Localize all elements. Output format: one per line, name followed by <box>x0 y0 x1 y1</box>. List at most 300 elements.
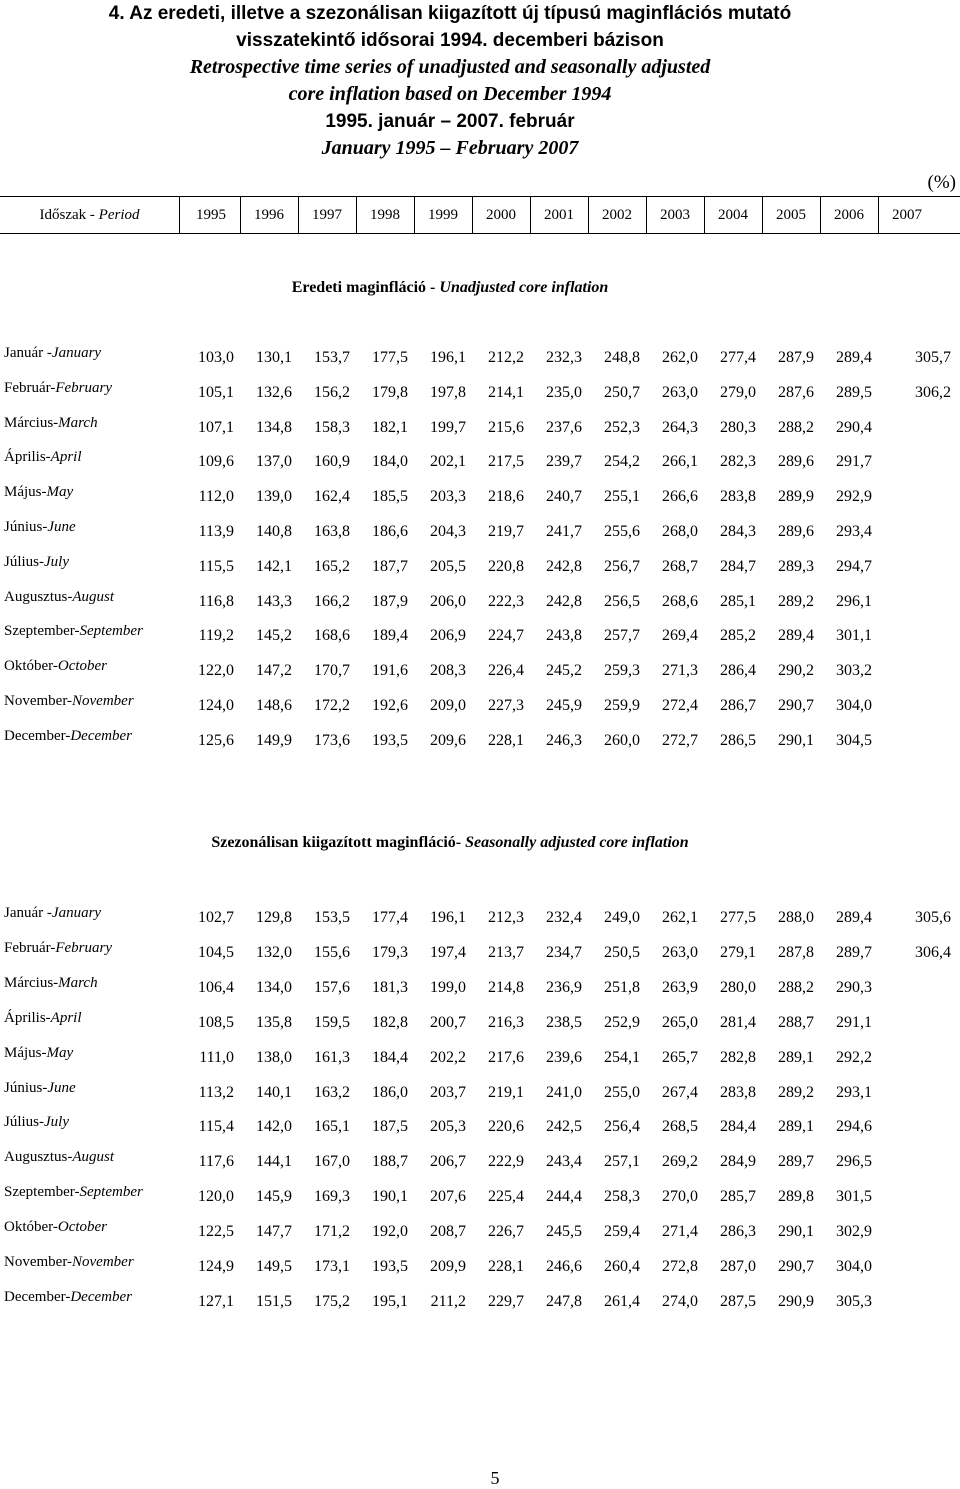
row-label-en: May <box>46 1045 74 1061</box>
table-cell: 292,9 <box>836 488 872 505</box>
table-cell: 262,1 <box>662 909 698 926</box>
table-cell: 228,1 <box>488 732 524 749</box>
table-cell: 260,4 <box>604 1258 640 1275</box>
table-cell: 294,7 <box>836 558 872 575</box>
table-cell: 218,6 <box>488 488 524 505</box>
table-cell: 140,8 <box>256 523 292 540</box>
table-cell: 291,7 <box>836 453 872 470</box>
table-cell: 134,8 <box>256 419 292 436</box>
table-cell: 290,2 <box>778 662 814 679</box>
table-cell: 285,1 <box>720 593 756 610</box>
table-cell: 284,4 <box>720 1118 756 1135</box>
row-label <box>4 345 101 362</box>
row-label-hu: Október- <box>4 1219 58 1235</box>
table-cell: 265,7 <box>662 1049 698 1066</box>
table-cell: 252,9 <box>604 1014 640 1031</box>
table-cell: 226,4 <box>488 662 524 679</box>
row-label-en: June <box>47 519 76 535</box>
table-cell: 277,4 <box>720 349 756 366</box>
table-cell: 293,1 <box>836 1084 872 1101</box>
table-row <box>0 345 960 380</box>
table-cell: 287,5 <box>720 1293 756 1310</box>
table-cell: 289,7 <box>836 944 872 961</box>
table-cell: 156,2 <box>314 384 350 401</box>
table-cell: 247,8 <box>546 1293 582 1310</box>
table-cell: 289,2 <box>778 593 814 610</box>
table-cell: 301,5 <box>836 1188 872 1205</box>
table-cell: 290,7 <box>778 697 814 714</box>
table-cell: 246,3 <box>546 732 582 749</box>
table-cell: 219,1 <box>488 1084 524 1101</box>
table-cell: 256,4 <box>604 1118 640 1135</box>
table-cell: 285,2 <box>720 627 756 644</box>
row-label-hu: November- <box>4 693 73 709</box>
table-cell: 263,0 <box>662 384 698 401</box>
table-cell: 102,7 <box>198 909 234 926</box>
row-label-en: November <box>72 693 134 709</box>
row-label <box>4 519 76 536</box>
table-cell: 277,5 <box>720 909 756 926</box>
table-cell: 250,5 <box>604 944 640 961</box>
table-cell: 290,1 <box>778 732 814 749</box>
table-cell: 280,3 <box>720 419 756 436</box>
table-cell: 286,7 <box>720 697 756 714</box>
table-cell: 204,3 <box>430 523 466 540</box>
year-header: 2002 <box>588 197 647 233</box>
title-line-2: visszatekintő idősorai 1994. decemberi bázison <box>236 30 664 51</box>
table-cell: 187,9 <box>372 593 408 610</box>
table-cell: 151,5 <box>256 1293 292 1310</box>
table-cell: 140,1 <box>256 1084 292 1101</box>
table-row <box>0 1219 960 1254</box>
table-cell: 302,9 <box>836 1223 872 1240</box>
row-label-hu: Január - <box>4 905 52 921</box>
row-label-hu: Május- <box>4 484 47 500</box>
table-cell: 289,4 <box>836 349 872 366</box>
table-cell: 111,0 <box>199 1049 234 1066</box>
table-cell: 287,9 <box>778 349 814 366</box>
table-cell: 248,8 <box>604 349 640 366</box>
table-cell: 234,7 <box>546 944 582 961</box>
table-cell: 130,1 <box>256 349 292 366</box>
table-row <box>0 728 960 763</box>
table-cell: 289,8 <box>778 1188 814 1205</box>
row-label <box>4 728 132 745</box>
table-cell: 120,0 <box>198 1188 234 1205</box>
table-cell: 145,9 <box>256 1188 292 1205</box>
table-cell: 163,8 <box>314 523 350 540</box>
table-cell: 268,0 <box>662 523 698 540</box>
table-cell: 282,8 <box>720 1049 756 1066</box>
table-cell: 186,6 <box>372 523 408 540</box>
row-label <box>4 380 112 397</box>
table-cell: 173,1 <box>314 1258 350 1275</box>
table-cell: 137,0 <box>256 453 292 470</box>
table-cell: 290,1 <box>778 1223 814 1240</box>
table-cell: 209,6 <box>430 732 466 749</box>
table-cell: 205,3 <box>430 1118 466 1135</box>
table-cell: 145,2 <box>256 627 292 644</box>
document-title <box>0 0 900 162</box>
table-cell: 157,6 <box>314 979 350 996</box>
table-cell: 232,4 <box>546 909 582 926</box>
table-cell: 252,3 <box>604 419 640 436</box>
table-cell: 220,6 <box>488 1118 524 1135</box>
table-cell: 155,6 <box>314 944 350 961</box>
page-number: 5 <box>490 1468 500 1488</box>
table-cell: 122,5 <box>198 1223 234 1240</box>
table-cell: 288,2 <box>778 979 814 996</box>
table-cell: 113,9 <box>198 523 234 540</box>
table-cell: 173,6 <box>314 732 350 749</box>
table-cell: 187,7 <box>372 558 408 575</box>
table-cell: 177,4 <box>372 909 408 926</box>
table-cell: 182,1 <box>372 419 408 436</box>
table-row <box>0 415 960 450</box>
table-cell: 258,3 <box>604 1188 640 1205</box>
table-row <box>0 554 960 589</box>
table-cell: 215,6 <box>488 419 524 436</box>
table-cell: 232,3 <box>546 349 582 366</box>
table-cell: 147,2 <box>256 662 292 679</box>
table-cell: 188,7 <box>372 1153 408 1170</box>
table-cell: 289,4 <box>836 909 872 926</box>
table-cell: 271,4 <box>662 1223 698 1240</box>
table-cell: 158,3 <box>314 419 350 436</box>
year-header: 1996 <box>240 197 299 233</box>
table-cell: 257,7 <box>604 627 640 644</box>
table-cell: 245,9 <box>546 697 582 714</box>
table-cell: 281,4 <box>720 1014 756 1031</box>
table-cell: 127,1 <box>198 1293 234 1310</box>
table-cell: 242,5 <box>546 1118 582 1135</box>
table-cell: 161,3 <box>314 1049 350 1066</box>
table-cell: 211,2 <box>430 1293 466 1310</box>
table-cell: 135,8 <box>256 1014 292 1031</box>
table-row <box>0 1010 960 1045</box>
row-label-hu: Február- <box>4 940 56 956</box>
row-label-en: December <box>70 1289 132 1305</box>
table-cell: 171,2 <box>314 1223 350 1240</box>
table-cell: 282,3 <box>720 453 756 470</box>
table-cell: 286,4 <box>720 662 756 679</box>
period-header-en: Period <box>98 207 140 223</box>
table-cell: 116,8 <box>198 593 234 610</box>
table-cell: 272,4 <box>662 697 698 714</box>
table-cell: 263,0 <box>662 944 698 961</box>
row-label-en: July <box>44 1114 69 1130</box>
table-cell: 212,2 <box>488 349 524 366</box>
table-row <box>0 1149 960 1184</box>
table-cell: 170,7 <box>314 662 350 679</box>
table-cell: 227,3 <box>488 697 524 714</box>
table-cell: 292,2 <box>836 1049 872 1066</box>
row-label-hu: Augusztus- <box>4 589 73 605</box>
table-row <box>0 623 960 658</box>
row-label-hu: Augusztus- <box>4 1149 73 1165</box>
row-label <box>4 975 98 992</box>
row-label-en: June <box>47 1080 76 1096</box>
table-cell: 167,0 <box>314 1153 350 1170</box>
table-cell: 187,5 <box>372 1118 408 1135</box>
table-cell: 113,2 <box>198 1084 234 1101</box>
table-cell: 243,4 <box>546 1153 582 1170</box>
table-cell: 205,5 <box>430 558 466 575</box>
row-label <box>4 589 114 606</box>
table-cell: 203,3 <box>430 488 466 505</box>
table-cell: 237,6 <box>546 419 582 436</box>
table-cell: 195,1 <box>372 1293 408 1310</box>
table-cell: 222,3 <box>488 593 524 610</box>
table-cell: 279,1 <box>720 944 756 961</box>
table-cell: 290,9 <box>778 1293 814 1310</box>
table-cell: 265,0 <box>662 1014 698 1031</box>
table-cell: 280,0 <box>720 979 756 996</box>
table-cell: 224,7 <box>488 627 524 644</box>
table-cell: 289,3 <box>778 558 814 575</box>
row-label-hu: Április- <box>4 1010 51 1026</box>
table-cell: 222,9 <box>488 1153 524 1170</box>
table-cell: 196,1 <box>430 909 466 926</box>
table-cell: 286,5 <box>720 732 756 749</box>
table-cell: 209,0 <box>430 697 466 714</box>
table-cell: 148,6 <box>256 697 292 714</box>
section-title-en: Seasonally adjusted core inflation <box>465 834 689 851</box>
table-cell: 250,7 <box>604 384 640 401</box>
table-cell: 200,7 <box>430 1014 466 1031</box>
table-cell: 266,6 <box>662 488 698 505</box>
title-line-4: core inflation based on December 1994 <box>288 83 612 105</box>
table-cell: 269,2 <box>662 1153 698 1170</box>
year-header: 2004 <box>704 197 763 233</box>
table-cell: 270,0 <box>662 1188 698 1205</box>
table-cell: 177,5 <box>372 349 408 366</box>
table-cell: 306,4 <box>915 944 951 961</box>
table-cell: 142,0 <box>256 1118 292 1135</box>
row-label-en: March <box>58 415 98 431</box>
table-row <box>0 1045 960 1080</box>
table-cell: 262,0 <box>662 349 698 366</box>
section-title-hu: Szezonálisan kiigazított maginfláció- <box>211 834 466 851</box>
row-label-en: March <box>58 975 98 991</box>
table-cell: 256,5 <box>604 593 640 610</box>
table-cell: 290,3 <box>836 979 872 996</box>
table-cell: 162,4 <box>314 488 350 505</box>
year-header: 1995 <box>182 197 241 233</box>
row-label-en: September <box>79 623 143 639</box>
table-cell: 239,7 <box>546 453 582 470</box>
table-cell: 294,6 <box>836 1118 872 1135</box>
table-cell: 284,3 <box>720 523 756 540</box>
year-header: 1997 <box>298 197 357 233</box>
table-cell: 163,2 <box>314 1084 350 1101</box>
table-cell: 305,7 <box>915 349 951 366</box>
table-cell: 288,0 <box>778 909 814 926</box>
row-label <box>4 658 107 675</box>
row-label-en: February <box>55 380 112 396</box>
row-label-hu: Február- <box>4 380 56 396</box>
table-cell: 268,5 <box>662 1118 698 1135</box>
table-cell: 134,0 <box>256 979 292 996</box>
unit-label: (%) <box>927 172 956 193</box>
row-label-hu: Október- <box>4 658 58 674</box>
table-cell: 207,6 <box>430 1188 466 1205</box>
table-cell: 153,7 <box>314 349 350 366</box>
table-cell: 220,8 <box>488 558 524 575</box>
table-cell: 206,9 <box>430 627 466 644</box>
section-title-hu: Eredeti maginfláció - <box>291 279 440 296</box>
table-cell: 303,2 <box>836 662 872 679</box>
table-cell: 290,4 <box>836 419 872 436</box>
table-cell: 208,7 <box>430 1223 466 1240</box>
table-row <box>0 380 960 415</box>
row-label <box>4 1254 134 1271</box>
table-cell: 216,3 <box>488 1014 524 1031</box>
table-cell: 107,1 <box>198 419 234 436</box>
table-cell: 179,8 <box>372 384 408 401</box>
year-header: 2003 <box>646 197 705 233</box>
title-line-6: January 1995 – February 2007 <box>321 137 579 159</box>
table-cell: 144,1 <box>256 1153 292 1170</box>
row-label-en: October <box>57 658 108 674</box>
row-label <box>4 484 73 501</box>
table-cell: 286,3 <box>720 1223 756 1240</box>
table-cell: 168,6 <box>314 627 350 644</box>
row-label <box>4 1219 107 1236</box>
row-label <box>4 1149 114 1166</box>
table-cell: 261,4 <box>604 1293 640 1310</box>
row-label-en: July <box>44 554 69 570</box>
table-row <box>0 449 960 484</box>
table-cell: 305,3 <box>836 1293 872 1310</box>
row-label-en: April <box>50 1010 82 1026</box>
table-cell: 226,7 <box>488 1223 524 1240</box>
table-cell: 214,8 <box>488 979 524 996</box>
row-label-en: August <box>72 1149 114 1165</box>
table-row <box>0 1254 960 1289</box>
table-cell: 255,0 <box>604 1084 640 1101</box>
table-cell: 103,0 <box>198 349 234 366</box>
table-cell: 287,0 <box>720 1258 756 1275</box>
row-label-en: September <box>79 1184 143 1200</box>
table-cell: 254,1 <box>604 1049 640 1066</box>
table-cell: 304,0 <box>836 1258 872 1275</box>
row-label <box>4 905 101 922</box>
table-cell: 129,8 <box>256 909 292 926</box>
table-cell: 249,0 <box>604 909 640 926</box>
table-cell: 165,1 <box>314 1118 350 1135</box>
table-cell: 219,7 <box>488 523 524 540</box>
table-cell: 112,0 <box>198 488 234 505</box>
table-cell: 142,1 <box>256 558 292 575</box>
table-cell: 289,6 <box>778 453 814 470</box>
table-cell: 238,5 <box>546 1014 582 1031</box>
table-cell: 259,3 <box>604 662 640 679</box>
table-cell: 289,1 <box>778 1049 814 1066</box>
table-cell: 206,7 <box>430 1153 466 1170</box>
row-label-hu: Április- <box>4 449 51 465</box>
table-cell: 104,5 <box>198 944 234 961</box>
table-cell: 181,3 <box>372 979 408 996</box>
table-row <box>0 940 960 975</box>
table-cell: 260,0 <box>604 732 640 749</box>
table-row <box>0 905 960 940</box>
table-cell: 288,2 <box>778 419 814 436</box>
table-row <box>0 1080 960 1115</box>
period-header-hu: Időszak - <box>39 207 99 223</box>
table-cell: 185,5 <box>372 488 408 505</box>
table-cell: 245,5 <box>546 1223 582 1240</box>
table-cell: 268,6 <box>662 593 698 610</box>
row-label <box>4 1184 143 1201</box>
table-cell: 184,4 <box>372 1049 408 1066</box>
row-label <box>4 693 134 710</box>
year-header: 2005 <box>762 197 821 233</box>
row-label-en: February <box>55 940 112 956</box>
row-label-hu: November- <box>4 1254 73 1270</box>
title-line-3: Retrospective time series of unadjusted and seasonally adjusted <box>189 56 711 78</box>
period-header <box>0 197 180 233</box>
table-cell: 267,4 <box>662 1084 698 1101</box>
table-cell: 246,6 <box>546 1258 582 1275</box>
table-cell: 283,8 <box>720 1084 756 1101</box>
table-cell: 203,7 <box>430 1084 466 1101</box>
table-row <box>0 589 960 624</box>
row-label-en: April <box>50 449 82 465</box>
table-cell: 209,9 <box>430 1258 466 1275</box>
table-cell: 254,2 <box>604 453 640 470</box>
section-title <box>0 279 900 297</box>
table-cell: 241,0 <box>546 1084 582 1101</box>
title-line-1: 4. Az eredeti, illetve a szezonálisan kiigazított új típusú maginflációs mutató <box>108 3 792 24</box>
row-label-hu: Június- <box>4 519 48 535</box>
table-cell: 243,8 <box>546 627 582 644</box>
row-label-en: January <box>51 345 102 361</box>
table-cell: 193,5 <box>372 732 408 749</box>
row-label-en: November <box>72 1254 134 1270</box>
table-cell: 149,9 <box>256 732 292 749</box>
row-label-hu: Június- <box>4 1080 48 1096</box>
table-cell: 115,4 <box>198 1118 234 1135</box>
table-cell: 196,1 <box>430 349 466 366</box>
table-cell: 290,7 <box>778 1258 814 1275</box>
table-cell: 268,7 <box>662 558 698 575</box>
table-cell: 288,7 <box>778 1014 814 1031</box>
table-cell: 229,7 <box>488 1293 524 1310</box>
row-label-en: August <box>72 589 114 605</box>
row-label <box>4 1289 132 1306</box>
table-cell: 271,3 <box>662 662 698 679</box>
table-cell: 255,6 <box>604 523 640 540</box>
table-cell: 149,5 <box>256 1258 292 1275</box>
table-cell: 283,8 <box>720 488 756 505</box>
table-cell: 279,0 <box>720 384 756 401</box>
table-row <box>0 658 960 693</box>
table-cell: 289,4 <box>778 627 814 644</box>
table-cell: 192,6 <box>372 697 408 714</box>
row-label-hu: Március- <box>4 415 59 431</box>
table-cell: 202,1 <box>430 453 466 470</box>
table-cell: 287,6 <box>778 384 814 401</box>
row-label <box>4 940 112 957</box>
table-header <box>0 196 960 234</box>
table-cell: 139,0 <box>256 488 292 505</box>
row-label-en: October <box>57 1219 108 1235</box>
table-cell: 197,8 <box>430 384 466 401</box>
table-cell: 304,5 <box>836 732 872 749</box>
row-label-hu: Március- <box>4 975 59 991</box>
table-cell: 239,6 <box>546 1049 582 1066</box>
